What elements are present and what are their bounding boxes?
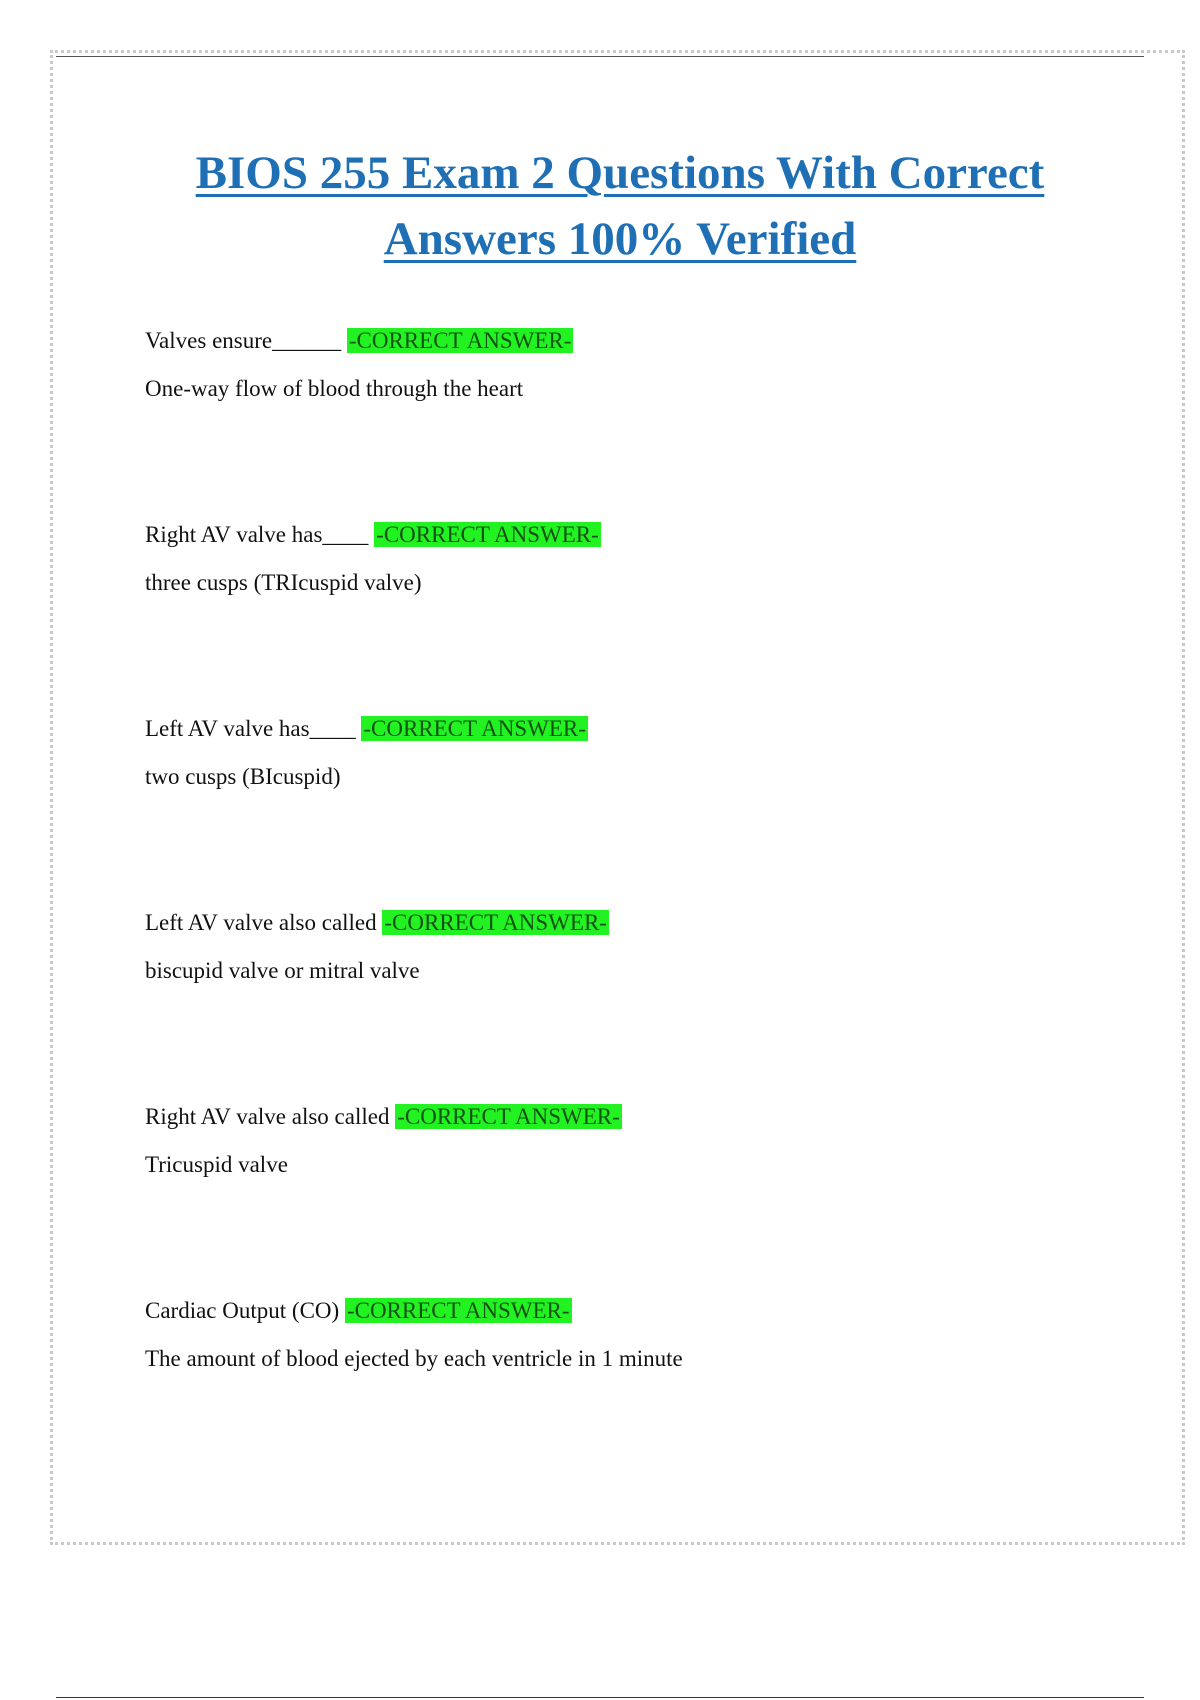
qa-item	[145, 714, 1105, 908]
question-text: Left AV valve has____	[145, 716, 362, 741]
correct-answer-marker: -CORRECT ANSWER-	[376, 522, 599, 547]
qa-item	[145, 1102, 1105, 1296]
question-text: Left AV valve also called	[145, 910, 383, 935]
answer-text: two cusps (BIcuspid)	[145, 764, 341, 789]
answer-text: One-way flow of blood through the heart	[145, 376, 524, 401]
question-text: Valves ensure______	[145, 328, 347, 353]
qa-item	[145, 520, 1105, 714]
question-row	[145, 1102, 1105, 1132]
qa-list	[145, 326, 1105, 1490]
question-text: Right AV valve also called	[145, 1104, 396, 1129]
document-title	[160, 140, 1080, 272]
answer-text: Tricuspid valve	[145, 1152, 288, 1177]
qa-item	[145, 326, 1105, 520]
qa-item	[145, 1296, 1105, 1490]
correct-answer-marker: -CORRECT ANSWER-	[348, 328, 572, 353]
answer-text: The amount of blood ejected by each ventricle in 1 minute	[145, 1346, 683, 1371]
answer-text: biscupid valve or mitral valve	[145, 958, 420, 983]
question-row	[145, 714, 1105, 744]
correct-answer-marker: -CORRECT ANSWER-	[363, 716, 586, 741]
title-line-1: BIOS 255 Exam 2 Questions With Correct	[195, 147, 1045, 199]
header-rule	[56, 56, 1144, 57]
correct-answer-marker: -CORRECT ANSWER-	[346, 1298, 570, 1323]
correct-answer-marker: -CORRECT ANSWER-	[384, 910, 607, 935]
question-row	[145, 1296, 1105, 1326]
correct-answer-marker: -CORRECT ANSWER-	[397, 1104, 620, 1129]
question-text: Right AV valve has____	[145, 522, 375, 547]
qa-item	[145, 908, 1105, 1102]
question-row	[145, 520, 1105, 550]
footer-rule	[56, 1697, 1144, 1698]
answer-text: three cusps (TRIcuspid valve)	[145, 570, 422, 595]
question-row	[145, 908, 1105, 938]
question-text: Cardiac Output (CO)	[145, 1298, 345, 1323]
question-row	[145, 326, 1105, 356]
title-line-2: Answers 100% Verified	[383, 213, 857, 265]
